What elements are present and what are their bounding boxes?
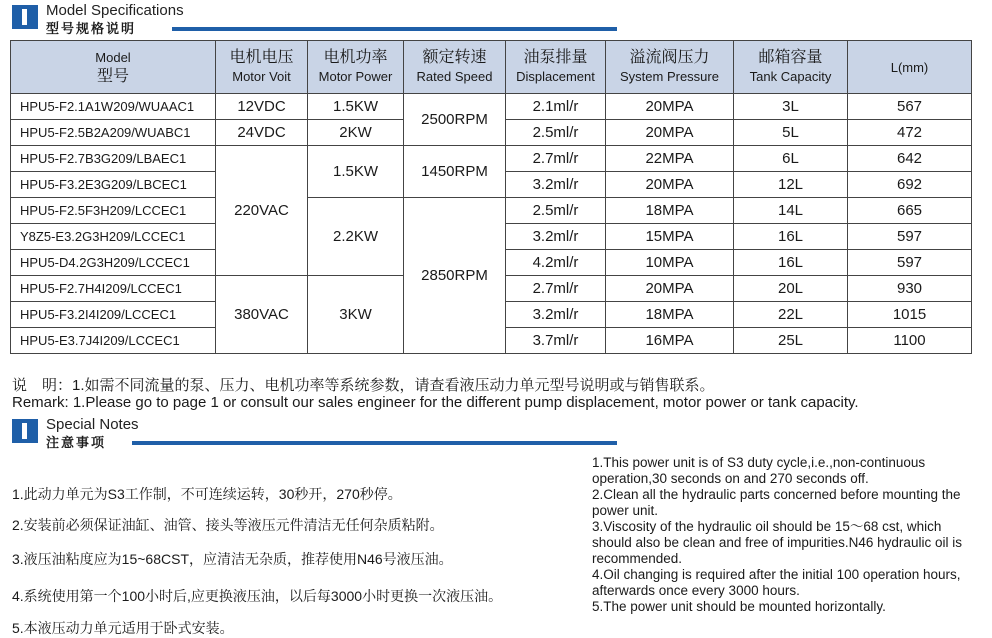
cell-model: HPU5-F2.5F3H209/LCCEC1 [11, 198, 216, 224]
cell-displacement: 3.2ml/r [506, 172, 606, 198]
header-length: L(mm) [848, 41, 972, 94]
section-marker-icon [12, 419, 38, 443]
cell-pressure: 22MPA [606, 146, 734, 172]
note-en-5: 5.The power unit should be mounted horizontally. [592, 599, 886, 614]
cell-voltage: 24VDC [216, 120, 308, 146]
cell-length: 930 [848, 276, 972, 302]
cell-tank: 16L [734, 224, 848, 250]
cell-length: 692 [848, 172, 972, 198]
cell-tank: 6L [734, 146, 848, 172]
table-row [11, 94, 972, 120]
cell-displacement: 2.7ml/r [506, 146, 606, 172]
section-title-en: Special Notes [46, 416, 139, 433]
cell-model: HPU5-E3.7J4I209/LCCEC1 [11, 328, 216, 354]
cell-speed: 2500RPM [404, 94, 506, 146]
note-en-3: 3.Viscosity of the hydraulic oil should be 15～68 cst, which should also be clean and free of impurities.N46 hydraulic oil is recommended. [592, 519, 962, 566]
section-marker-icon [12, 5, 38, 29]
table-row [11, 198, 972, 224]
cell-model: HPU5-F2.7B3G209/LBAEC1 [11, 146, 216, 172]
table-row [11, 146, 972, 172]
cell-displacement: 2.7ml/r [506, 276, 606, 302]
cell-displacement: 2.5ml/r [506, 198, 606, 224]
cell-model: HPU5-F2.5B2A209/WUABC1 [11, 120, 216, 146]
section-title-en: Model Specifications [46, 2, 184, 19]
cell-tank: 22L [734, 302, 848, 328]
cell-speed: 1450RPM [404, 146, 506, 198]
section-title-cn: 型号规格说明 [46, 21, 137, 36]
note-cn-3: 3.液压油粘度应为15~68CST，应清洁无杂质，推荐使用N46号液压油。 [12, 551, 453, 567]
note-cn-2: 2.安装前必须保证油缸、油管、接头等液压元件清洁无任何杂质粘附。 [12, 517, 444, 533]
notes-en [592, 455, 982, 615]
cell-length: 597 [848, 250, 972, 276]
header-voltage: 电机电压 Motor Voit [216, 41, 308, 94]
cell-pressure: 18MPA [606, 198, 734, 224]
cell-power: 1.5KW [308, 146, 404, 198]
cell-length: 472 [848, 120, 972, 146]
cell-model: HPU5-F3.2I4I209/LCCEC1 [11, 302, 216, 328]
note-en-4: 4.Oil changing is required after the initial 100 operation hours, afterwards once every 3000 hours. [592, 567, 961, 598]
cell-tank: 20L [734, 276, 848, 302]
cell-displacement: 2.5ml/r [506, 120, 606, 146]
cell-tank: 14L [734, 198, 848, 224]
cell-pressure: 10MPA [606, 250, 734, 276]
section-divider [172, 27, 617, 31]
cell-pressure: 20MPA [606, 94, 734, 120]
cell-model: HPU5-F3.2E3G209/LBCEC1 [11, 172, 216, 198]
cell-model: HPU5-F2.1A1W209/WUAAC1 [11, 94, 216, 120]
header-speed: 额定转速 Rated Speed [404, 41, 506, 94]
note-en-1: 1.This power unit is of S3 duty cycle,i.e.,non-continuous operation,30 seconds on and 270 seconds off. [592, 455, 926, 486]
cell-power: 2.2KW [308, 198, 404, 276]
cell-length: 1015 [848, 302, 972, 328]
cell-power: 2KW [308, 120, 404, 146]
cell-power: 3KW [308, 276, 404, 354]
cell-displacement: 3.2ml/r [506, 224, 606, 250]
cell-displacement: 4.2ml/r [506, 250, 606, 276]
note-cn-4: 4.系统使用第一个100小时后,应更换液压油，以后每3000小时更换一次液压油。 [12, 588, 503, 604]
cell-displacement: 2.1ml/r [506, 94, 606, 120]
note-cn-1: 1.此动力单元为S3工作制，不可连续运转，30秒开，270秒停。 [12, 486, 402, 502]
cell-tank: 25L [734, 328, 848, 354]
table-header-row [11, 41, 972, 94]
cell-tank: 16L [734, 250, 848, 276]
cell-voltage: 220VAC [216, 146, 308, 276]
cell-tank: 3L [734, 94, 848, 120]
cell-speed: 2850RPM [404, 198, 506, 354]
cell-length: 1100 [848, 328, 972, 354]
header-tank: 邮箱容量 Tank Capacity [734, 41, 848, 94]
cell-model: HPU5-D4.2G3H209/LCCEC1 [11, 250, 216, 276]
cell-pressure: 16MPA [606, 328, 734, 354]
cell-model: Y8Z5-E3.2G3H209/LCCEC1 [11, 224, 216, 250]
header-power: 电机功率 Motor Power [308, 41, 404, 94]
cell-length: 642 [848, 146, 972, 172]
section-title-cn: 注意事项 [46, 435, 107, 450]
note-cn-5: 5.本液压动力单元适用于卧式安装。 [12, 620, 234, 636]
section-divider [132, 441, 617, 445]
header-pressure: 溢流阀压力 System Pressure [606, 41, 734, 94]
cell-pressure: 20MPA [606, 120, 734, 146]
remark-cn: 说 明：1.如需不同流量的泵、压力、电机功率等系统参数，请查看液压动力单元型号说明或与销售联系。 [12, 377, 715, 394]
header-model: Model 型号 [11, 41, 216, 94]
note-en-2: 2.Clean all the hydraulic parts concerned before mounting the power unit. [592, 487, 961, 518]
spec-table [10, 40, 972, 354]
cell-voltage: 12VDC [216, 94, 308, 120]
cell-tank: 5L [734, 120, 848, 146]
cell-length: 567 [848, 94, 972, 120]
cell-length: 665 [848, 198, 972, 224]
section-heading-special-notes [12, 416, 617, 448]
cell-pressure: 20MPA [606, 172, 734, 198]
cell-pressure: 20MPA [606, 276, 734, 302]
cell-pressure: 15MPA [606, 224, 734, 250]
cell-model: HPU5-F2.7H4I209/LCCEC1 [11, 276, 216, 302]
section-heading-model-specifications [12, 2, 617, 34]
cell-length: 597 [848, 224, 972, 250]
cell-displacement: 3.2ml/r [506, 302, 606, 328]
remark-en: Remark: 1.Please go to page 1 or consult our sales engineer for the different pump displacement, motor power or tank capacity. [12, 394, 859, 411]
cell-pressure: 18MPA [606, 302, 734, 328]
header-displacement: 油泵排量 Displacement [506, 41, 606, 94]
cell-tank: 12L [734, 172, 848, 198]
cell-power: 1.5KW [308, 94, 404, 120]
cell-displacement: 3.7ml/r [506, 328, 606, 354]
cell-voltage: 380VAC [216, 276, 308, 354]
